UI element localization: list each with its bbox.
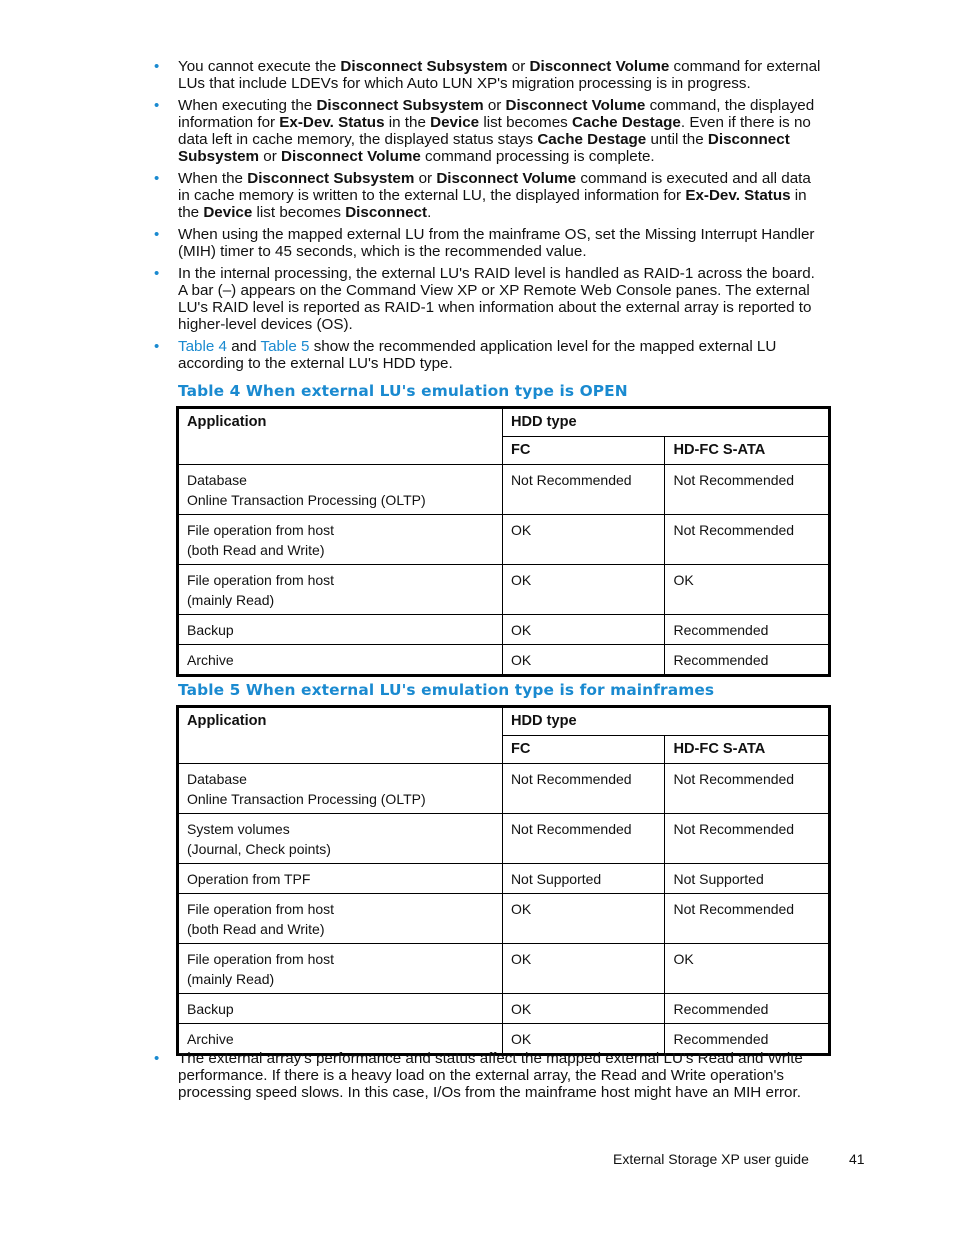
- application-line: File operation from host: [187, 901, 335, 917]
- bold-term: Disconnect Volume: [436, 170, 577, 187]
- cell-hdfc-sata: Recommended: [665, 615, 830, 645]
- cell-hdfc-sata: Not Recommended: [665, 515, 830, 565]
- bullet-item: [152, 338, 824, 372]
- cell-fc: Not Supported: [502, 864, 665, 894]
- header-hdfc-sata: HD-FC S-ATA: [665, 736, 830, 764]
- application-line: Operation from TPF: [187, 871, 311, 887]
- cell-fc: Not Recommended: [502, 814, 665, 864]
- header-fc: FC: [502, 736, 665, 764]
- table-reference-link[interactable]: Table 5: [260, 338, 310, 355]
- cell-fc: Not Recommended: [502, 764, 665, 814]
- bullet-text: or: [259, 148, 281, 166]
- bullet-item: [152, 265, 824, 334]
- table-header-row: [178, 408, 830, 437]
- application-line: Archive: [187, 652, 234, 668]
- table-header-row: [178, 707, 830, 736]
- header-hdd-type: HDD type: [502, 408, 829, 437]
- table-row: [178, 615, 830, 645]
- cell-application: [178, 994, 503, 1024]
- cell-fc: OK: [502, 944, 665, 994]
- bold-term: Ex-Dev. Status: [685, 187, 791, 205]
- table-5: [176, 705, 831, 1056]
- application-line: File operation from host: [187, 572, 335, 588]
- bullet-text: When the: [178, 170, 248, 187]
- cell-hdfc-sata: Recommended: [665, 994, 830, 1024]
- application-line: (both Read and Write): [187, 921, 325, 937]
- cell-hdfc-sata: Not Recommended: [665, 465, 830, 515]
- application-line: System volumes: [187, 821, 290, 837]
- cell-fc: OK: [502, 894, 665, 944]
- header-fc: FC: [502, 437, 665, 465]
- cell-application: [178, 814, 503, 864]
- cell-hdfc-sata: Not Recommended: [665, 814, 830, 864]
- cell-application: [178, 645, 503, 676]
- bullet-text: command for external LUs that include LDEVs for which Auto LUN XP's migration processing is in progress.: [178, 58, 821, 93]
- cell-application: [178, 894, 503, 944]
- bullet-item: [152, 97, 824, 166]
- table-row: [178, 565, 830, 615]
- bullet-text: . Even if there is no data left in cache memory, the displayed status stays: [178, 114, 811, 149]
- cell-application: [178, 515, 503, 565]
- bold-term: Device: [203, 204, 253, 222]
- cell-application: [178, 465, 503, 515]
- application-line: Backup: [187, 1001, 234, 1017]
- bullet-text: or: [414, 170, 437, 187]
- bullet-item: [152, 58, 824, 92]
- application-line: Online Transaction Processing (OLTP): [187, 492, 426, 508]
- cell-application: [178, 615, 503, 645]
- application-line: (mainly Read): [187, 592, 275, 608]
- cell-fc: OK: [502, 515, 665, 565]
- bold-term: Ex-Dev. Status: [279, 114, 385, 131]
- bullet-text: When executing the: [178, 96, 317, 114]
- bullet-text: in the: [384, 114, 431, 131]
- cell-hdfc-sata: Not Recommended: [665, 764, 830, 814]
- bullet-text: list becomes: [479, 114, 572, 131]
- table-row: [178, 515, 830, 565]
- bullet-text: show the recommended application level for the mapped external LU according to the external LU's HDD type.: [178, 338, 777, 373]
- bold-term: Disconnect Subsystem: [340, 58, 508, 75]
- table-4-caption: Table 4 When external LU's emulation type is OPEN: [178, 382, 628, 400]
- cell-application: [178, 864, 503, 894]
- header-hdd-type: HDD type: [502, 707, 829, 736]
- bullet-item: [152, 170, 824, 222]
- application-line: (Journal, Check points): [187, 841, 331, 857]
- bullet-text: You cannot execute the: [178, 58, 341, 75]
- application-line: Database: [187, 472, 247, 488]
- cell-fc: OK: [502, 565, 665, 615]
- cell-hdfc-sata: Recommended: [665, 645, 830, 676]
- bold-term: Disconnect Volume: [505, 96, 646, 114]
- bullet-text: When using the mapped external LU from the mainframe OS, set the Missing Interrupt Handler (MIH) timer to 45 seconds, which is the recommended value.: [178, 226, 815, 261]
- table-row: [178, 814, 830, 864]
- bullet-item: [152, 1050, 824, 1102]
- bullet-text: command, the displayed information for: [178, 96, 815, 131]
- table-row: [178, 645, 830, 676]
- table-row: [178, 944, 830, 994]
- application-line: Database: [187, 771, 247, 787]
- bold-term: Disconnect: [345, 204, 428, 222]
- application-line: File operation from host: [187, 522, 335, 538]
- bullet-list-bottom: [152, 1050, 824, 1106]
- bold-term: Device: [430, 114, 480, 131]
- cell-fc: OK: [502, 615, 665, 645]
- bullet-text: command is executed and all data in cache memory is written to the external LU, the displayed information for: [178, 170, 811, 205]
- footer-title: External Storage XP user guide: [613, 1151, 809, 1167]
- header-application: Application: [178, 408, 503, 465]
- bullet-list-top: [152, 58, 824, 377]
- bold-term: Disconnect Volume: [281, 148, 421, 166]
- bullet-text: or: [507, 58, 530, 75]
- bold-term: Disconnect Subsystem: [178, 131, 790, 166]
- bullet-text: .: [427, 204, 432, 222]
- bullet-text: command processing is complete.: [420, 148, 655, 166]
- table-row: [178, 465, 830, 515]
- bullet-text: until the: [646, 131, 708, 149]
- bold-term: Disconnect Subsystem: [247, 170, 415, 187]
- application-line: (both Read and Write): [187, 542, 325, 558]
- cell-hdfc-sata: OK: [665, 944, 830, 994]
- cell-application: [178, 944, 503, 994]
- application-line: Online Transaction Processing (OLTP): [187, 791, 426, 807]
- cell-hdfc-sata: Not Supported: [665, 864, 830, 894]
- table-row: [178, 894, 830, 944]
- bullet-text: and: [226, 338, 261, 355]
- cell-hdfc-sata: OK: [665, 565, 830, 615]
- cell-hdfc-sata: Recommended: [665, 1024, 830, 1055]
- cell-fc: OK: [502, 645, 665, 676]
- table-4: [176, 406, 831, 677]
- table-reference-link[interactable]: Table 4: [178, 338, 227, 355]
- header-hdfc-sata: HD-FC S-ATA: [665, 437, 830, 465]
- bold-term: Disconnect Volume: [529, 58, 670, 75]
- bullet-text: In the internal processing, the external LU's RAID level is handled as RAID-1 across the board. A bar (–) appears on the Command View XP or XP Remote Web Console panes. The external LU's RAID level is reported as RAID-1 when information about the external array is reported to higher-level devices (OS).: [178, 264, 815, 334]
- bullet-text: The external array's performance and status affect the mapped external LU's Read and Write performance. If there is a heavy load on the external array, the Read and Write operation's processing speed slows. In this case, I/Os from the mainframe host might have an MIH error.: [178, 1050, 803, 1102]
- cell-application: [178, 764, 503, 814]
- application-line: File operation from host: [187, 951, 335, 967]
- bullet-text: list becomes: [252, 204, 346, 222]
- bullet-text: or: [483, 96, 506, 114]
- bullet-item: [152, 226, 824, 260]
- table-row: [178, 864, 830, 894]
- table-row: [178, 994, 830, 1024]
- table-5-caption: Table 5 When external LU's emulation type is for mainframes: [178, 681, 715, 699]
- application-line: Archive: [187, 1031, 234, 1047]
- cell-fc: Not Recommended: [502, 465, 665, 515]
- cell-fc: OK: [502, 1024, 665, 1055]
- cell-fc: OK: [502, 994, 665, 1024]
- bold-term: Cache Destage: [571, 114, 681, 131]
- bold-term: Cache Destage: [537, 131, 647, 149]
- table-row: [178, 764, 830, 814]
- application-line: Backup: [187, 622, 234, 638]
- application-line: (mainly Read): [187, 971, 275, 987]
- header-application: Application: [178, 707, 503, 764]
- cell-application: [178, 565, 503, 615]
- page-number: 41: [849, 1151, 865, 1167]
- cell-hdfc-sata: Not Recommended: [665, 894, 830, 944]
- bold-term: Disconnect Subsystem: [316, 96, 484, 114]
- bullet-text: in the: [178, 187, 807, 222]
